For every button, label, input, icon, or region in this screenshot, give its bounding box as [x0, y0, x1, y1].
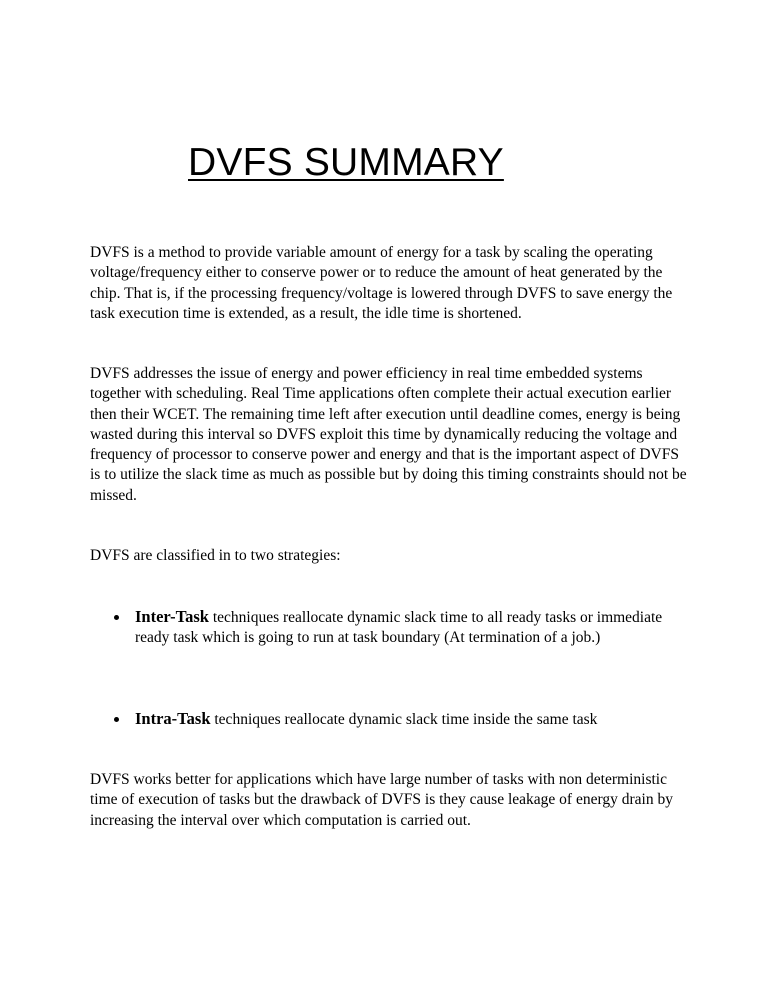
paragraph-definition: DVFS is a method to provide variable amount of energy for a task by scaling the operating voltage/frequency either to conserve power or to reduce the amount of heat generated by the chip. That is, if the processing frequency/voltage is lowered through DVFS to save energy the task execution time is extended, as a result, the idle time is shortened. [90, 244, 673, 322]
bullet-dot-icon [114, 615, 119, 620]
list-item-text: techniques reallocate dynamic slack time inside the same task [210, 711, 598, 728]
list-item-term: Intra-Task [135, 709, 211, 728]
page-title: DVFS SUMMARY [188, 141, 504, 184]
list-item-content [135, 607, 695, 649]
paragraph-conclusion: DVFS works better for applications which have large number of tasks with non deterministic time of execution of tasks but the drawback of DVFS is they cause leakage of energy drain by increasing the interval over which computation is carried out. [90, 771, 673, 829]
list-item-term: Inter-Task [135, 607, 209, 626]
bullet-dot-icon [114, 717, 119, 722]
paragraph-energy-efficiency: DVFS addresses the issue of energy and power efficiency in real time embedded systems together with scheduling. Real Time applications often complete their actual execution earlier then their WCET. The remaining time left after execution until deadline comes, energy is being wasted during this interval so DVFS exploit this time by dynamically reducing the voltage and frequency of processor to conserve power and energy and that is the important aspect of DVFS is to utilize the slack time as much as possible but by doing this timing constraints should not be missed. [90, 365, 687, 504]
list-item-text: techniques reallocate dynamic slack time to all ready tasks or immediate ready task which is going to run at task boundary (At termination of a job.) [135, 609, 663, 647]
list-item-content [135, 709, 695, 730]
paragraph-strategies-intro: DVFS are classified in to two strategies: [90, 547, 341, 564]
